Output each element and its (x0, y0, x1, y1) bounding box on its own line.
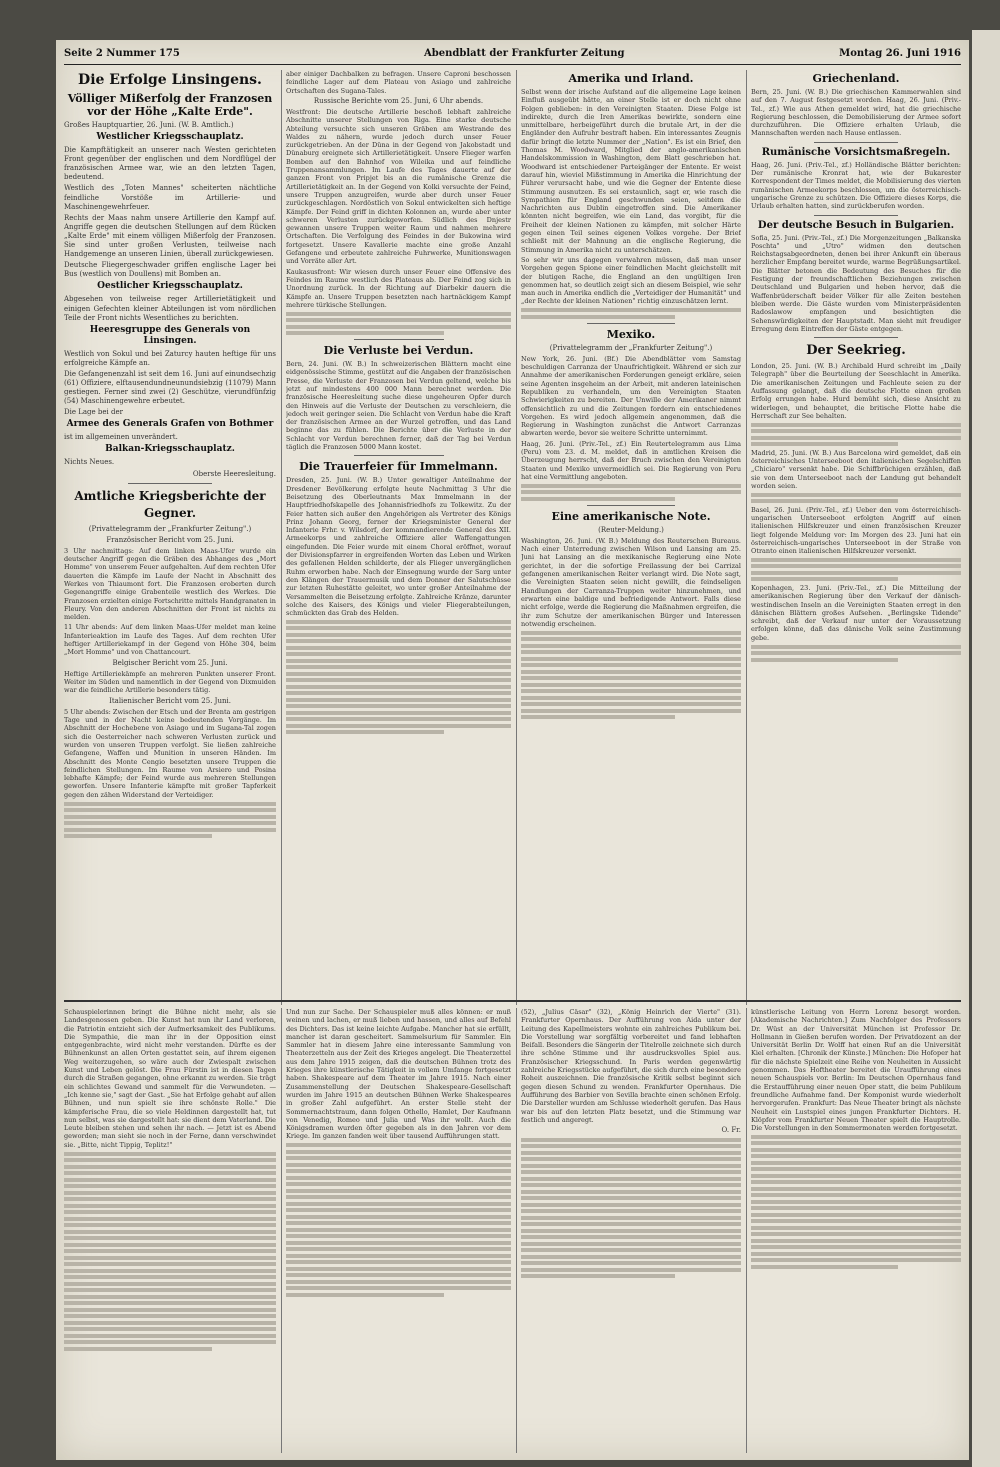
text-line (64, 1295, 276, 1299)
text-line (286, 620, 511, 624)
report-heading: Italienischer Bericht vom 25. Juni. (109, 696, 231, 705)
text-line (64, 821, 276, 825)
text-line (751, 1180, 961, 1184)
paragraph: (52), „Julius Cäsar" (32), „König Heinrich der Vierte" (31). Frankfurter Opernhaus. Der Aufführung von Aida unter der Leitung des Kapellmeisters wohnte ein zahlreiches Publikum bei. Die Vorstellung war sorgfältig vorbereitet und fand lebhaften Beifall. Besonders die Sängerin der Titelrolle zeichnete sich durch ihre schöne Stimme und ihr ausdrucksvolles Spiel aus. Französischer Kriegsschund. In Paris werden gegenwärtig zahlreiche Kriegsstücke aufgeführt, die sich durch eine besondere Roheit auszeichnen. Die französische Kritik selbst beginnt sich gegen diesen Schund zu wenden. Frankfurter Opernhaus. Die Aufführung des Barbier von Sevilla brachte einen schönen Erfolg. Die Darsteller wurden am Schlusse wiederholt gerufen. Das Haus war bis auf den letzten Platz besetzt, und die Stimmung war festlich und angeregt. (521, 1008, 741, 1124)
text-line (286, 626, 511, 630)
section-heading: Armee des Generals Grafen von Bothmer (66, 419, 274, 430)
separator (354, 339, 444, 340)
text-line (751, 1219, 961, 1223)
text-line (64, 808, 276, 812)
paragraph: Die Gefangenenzahl ist seit dem 16. Juni auf einundsechzig (61) Offiziere, elftausendundneunundsiebzig (11079) Mann gestiegen. Ferner sind zwei (2) Geschütze, vierundfünfzig (54) Maschinengewehre erbeutet. (64, 369, 276, 406)
text-line (751, 1258, 961, 1262)
paragraph: 3 Uhr nachmittags: Auf dem linken Maas-Ufer wurde ein deutscher Angriff gegen die Gräben des Abhanges des „Mort Homme" von unserem Feuer aufgehalten. Auf dem rechten Ufer dauerten die Kämpfe im Laufe der Nacht in Abschnitt des Werkes von Thiaumont fort. Die Franzosen eroberten durch Gegenangriffe einige Grabenteile westlich des Werkes. Die Franzosen erzielten einige Fortschritte mittels Handgranaten in Fleury. Von den anderen Abschnitten der Front ist nichts zu melden. (64, 546, 276, 622)
text-line (521, 1164, 741, 1168)
paragraph: Die Kampftätigkeit an unserer nach Westen gerichteten Front gegenüber der englischen und dem Nordflügel der französischen Armee war, wie an den letzten Tagen, bedeutend. (64, 146, 276, 182)
column-divider (746, 1008, 747, 1453)
newspaper-sheet (56, 40, 969, 1460)
article-title: Die Verluste bei Verdun. (323, 344, 474, 358)
text-line (286, 1234, 511, 1238)
text-line (521, 670, 741, 674)
column-divider (281, 70, 282, 1005)
column-divider (516, 70, 517, 1005)
text-line (751, 423, 961, 427)
paragraph: Westlich von Sokul und bei Zaturcy hauten heftige für uns erfolgreiche Kämpfe an. (64, 349, 276, 367)
text-line (286, 1286, 511, 1290)
paragraph: Haag, 26. Juni. (Priv.-Tel., zf.) Holländische Blätter berichten: Der rumänische Kronrat hat, wie der Bukarester Korrespondent der Times meldet, die Mobilisierung des vierten rumänischen Armeekorps beschlossen, um die österreichisch-ungarische Grenze zu schützen. Die Offiziere dieses Korps, die Urlaub erhalten hatten, sind zurückberufen worden. (751, 160, 961, 211)
text-line (64, 834, 212, 838)
column-divider (516, 1008, 517, 1453)
text-line (64, 802, 276, 806)
text-line (521, 1235, 741, 1239)
text-line (751, 1135, 961, 1139)
paragraph: New York, 26. Juni. (Bf.) Die Abendblätter vom Samstag beschuldigen Carranza der Unaufrichtigkeit. Während er sich zur Annahme der amerikanischen Forderungen geneigt erkläre, seien seine Agenten insgeheim an der Arbeit, mit anderen lateinischen Republiken zu verhandeln, um den Vereinigten Staaten Schwierigkeiten zu bereiten. Der Unwille der Amerikaner nimmt offensichtlich zu und die Zeitungen fordern ein entschiedenes Vorgehen. Es wird jedoch allgemein angenommen, daß die Regierung in Washington zunächst die Antwort Carranzas abwarten werde, bevor sie weitere Schritte unternimmt. (521, 354, 741, 438)
text-line (751, 429, 961, 433)
text-line (521, 1170, 741, 1174)
separator (354, 455, 444, 456)
text-line (751, 577, 898, 581)
text-line (286, 331, 444, 335)
text-line (521, 1209, 741, 1213)
text-line (521, 702, 741, 706)
text-line (521, 1274, 675, 1278)
text-line (64, 1249, 276, 1253)
text-line (751, 1226, 961, 1230)
text-line (751, 1167, 961, 1171)
paragraph: Und nun zur Sache. Der Schauspieler muß alles können: er muß weinen und lachen, er muß lieben und hassen, und alles auf Befehl des Dichters. Das ist keine leichte Aufgabe. Mancher hat sie erfüllt, mancher ist daran gescheitert. Sammelsurium für Sammler. Ein Sammler hat in diesem Jahre eine interessante Sammlung von Theaterzetteln aus der Zeit des Krieges angelegt. Die Theaterzettel aus dem Jahre 1915 zeigen, daß die deutschen Bühnen trotz des Krieges ihre künstlerische Tätigkeit in vollem Umfange fortgesetzt haben. Shakespeare auf dem Theater im Jahre 1915. Nach einer Zusammenstellung der Deutschen Shakespeare-Gesellschaft wurden im Jahre 1915 an deutschen Bühnen Werke Shakespeares in großer Zahl aufgeführt. An erster Stelle steht der Sommernachtstraum, dann folgen Othello, Hamlet, Der Kaufmann von Venedig, Romeo und Julia und Was ihr wollt. Auch die Königsdramen wurden öfter gegeben als in den Jahren vor dem Kriege. Im ganzen fanden weit über tausend Aufführungen statt. (286, 1008, 511, 1141)
text-line (521, 315, 675, 319)
report-heading: Französischer Bericht vom 25. Juni. (106, 535, 234, 544)
paragraph: Abgesehen von teilweise reger Artillerietätigkeit und einigen Gefechten kleiner Abteilungen ist vom nördlichen Teile der Front nichts Wesentliches zu berichten. (64, 295, 276, 322)
text-line (64, 1340, 276, 1344)
text-line (751, 1161, 961, 1165)
article-title: Der Seekrieg. (806, 343, 906, 359)
paragraph: Selbst wenn der irische Aufstand auf die allgemeine Lage keinen Einfluß ausgeübt hätte, an einer Stelle ist er doch nicht ohne Folgen geblieben: in den Vereinigten Staaten. Diese Folge ist indirekte, durch die Iren Amerikas bewirkte, sondern eine unmittelbare, herbeigeführt durch die brutale Art, in der die Engländer den Aufruhr bestraft haben. Ein interessantes Zeugnis dafür bringt die letzte Nummer der „Nation". Es ist ein Brief, den Thomas M. Woodward, Mitglied der anglo-amerikanischen Handelskommission in Washington, dem Blatt geschrieben hat. Woodward ist entschiedener Parteigänger der Entente. Er weist darauf hin, wieviel Mißstimmung in Amerika die Hinrichtung der Führer verursacht habe, und wie die Gegner der Entente diese Stimmung ausnutzen. Es sei erstaunlich, sagt er, wie rasch die Sympathien für England geschwunden seien, seitdem die Nachrichten aus Dublin eingetroffen sind. Die Amerikaner könnten nicht begreifen, wie ein Land, das vorgibt, für die Freiheit der kleinen Nationen zu kämpfen, mit solcher Härte gegen einen Teil seines eigenen Volkes vorgehe. Der Brief schließt mit der Mahnung an die englische Regierung, die Stimmung in Amerika nicht zu unterschätzen. (521, 88, 741, 254)
paragraph: Westlich des „Toten Mannes" scheiterten nächtliche feindliche Vorstöße im Artillerie- und Maschinengewehrfeuer. (64, 184, 276, 211)
text-line (286, 652, 511, 656)
paragraph: ist im allgemeinen unverändert. (64, 433, 178, 442)
text-line (286, 685, 511, 689)
section-heading: Balkan-Kriegsschauplatz. (105, 444, 235, 455)
text-line (521, 1216, 741, 1220)
report-heading: Belgischer Bericht vom 25. Juni. (112, 658, 228, 667)
text-line (286, 698, 511, 702)
text-line (521, 631, 741, 635)
signature: O. Fr. (721, 1126, 741, 1135)
text-line (286, 1182, 511, 1186)
text-line (64, 1288, 276, 1292)
text-line (64, 815, 276, 819)
text-line (64, 1321, 276, 1325)
article-title: Eine amerikanische Note. (551, 509, 711, 523)
article-title: Amerika und Irland. (568, 72, 694, 85)
text-line (521, 663, 741, 667)
text-line (64, 1262, 276, 1266)
newspaper-title: Abendblatt der Frankfurter Zeitung (424, 48, 625, 59)
text-line (64, 1282, 276, 1286)
text-line (286, 672, 511, 676)
text-line (521, 657, 741, 661)
adjacent-page-edge (972, 30, 1000, 1467)
text-line (521, 696, 741, 700)
text-line (64, 1314, 276, 1318)
text-line (751, 499, 898, 503)
text-line (286, 1150, 511, 1154)
text-line (286, 1156, 511, 1160)
text-line (521, 490, 741, 494)
separator (814, 215, 898, 216)
text-line (286, 1293, 444, 1297)
text-line (286, 1228, 511, 1232)
text-line (521, 1222, 741, 1226)
article-title: Der deutsche Besuch in Bulgarien. (757, 219, 955, 231)
paragraph: Schauspielerinnen bringt die Bühne nicht mehr, als sie Landesgenossen geben. Die Kunst hat nun ihr Land verloren, die Patriotin entzieht sich der Aufmerksamkeit des Publikums. Die Sympathie, die man ihr in der Opposition einst entgegenbrachte, wird nicht mehr verstanden. Dürfte es der Bühnenkunst an allen Orten gestattet sein, auf ihrem eigenen Weg weiterzugehen, so wäre auch der Zwiespalt zwischen Kunst und Leben gelöst. Die Frau Fürstin ist in diesen Tagen durch die Straßen gegangen, ohne erkannt zu werden. Sie trägt ein schlichtes Gewand und sammelt für die Verwundeten. — „Ich kenne sie," sagt der Gast. „Sie hat Erfolge gehabt auf allen Bühnen, und nun spielt sie ihre schönste Rolle." Die kämpferische Frau, die so viele Heldinnen dargestellt hat, tut nun selbst, was sie dargestellt hat: sie dient dem Vaterland. Die Leute bleiben stehen und sehen ihr nach. — Jetzt ist es Abend geworden; man sieht sie noch in der Ferne, dann verschwindet sie. „Bitte, nicht Tippig, Teplitz!" (64, 1008, 276, 1149)
text-line (64, 1230, 276, 1234)
text-line (286, 639, 511, 643)
text-line (286, 665, 511, 669)
text-line (64, 1243, 276, 1247)
text-line (286, 1195, 511, 1199)
text-line (286, 1241, 511, 1245)
text-line (286, 1273, 511, 1277)
text-line (751, 651, 961, 655)
dateline: Großes Hauptquartier, 26. Juni. (W. B. Amtlich.) (64, 121, 234, 129)
text-line (751, 1239, 961, 1243)
text-line (521, 1268, 741, 1272)
text-line (521, 644, 741, 648)
text-line (286, 1215, 511, 1219)
paragraph: Die Lage bei der (64, 408, 123, 417)
text-line (521, 709, 741, 713)
text-line (64, 1347, 212, 1351)
text-line (751, 493, 961, 497)
text-line (286, 1208, 511, 1212)
paragraph: Dresden, 25. Juni. (W. B.) Unter gewaltiger Anteilnahme der Dresdener Bevölkerung erfolgte heute Nachmittag 3 Uhr die Beisetzung des Oberleutnants Max Immelmann in der Hauptfriedhofskapelle des Johannisfriedhofs zu Tolkewitz. Zu der Feier hatten sich außer den Angehörigen als Vertreter des Königs Prinz Johann Georg, ferner der Kriegsminister General der Infanterie Frhr. v. Wilsdorf, der kommandierende General des XII. Armeekorps und zahlreiche Offiziere aller Waffengattungen eingefunden. Die Feier wurde mit einem Choral eröffnet, worauf der Divisionspfarrer in ergreifenden Worten das Leben und Wirken des gefallenen Helden schilderte, der als Flieger unvergänglichen Ruhm erworben habe. Nach der Einsegnung wurde der Sarg unter den Klängen der Trauermusik und dem Donner der Salutschüsse zur letzten Ruhestätte geleitet, wo unter großer Anteilnahme der Versammelten die Beisetzung erfolgte. Zahlreiche Kränze, darunter solche des Kaisers, des Königs und vieler Fliegerabteilungen, schmückten das Grab des Helden. (286, 476, 511, 618)
text-line (751, 1141, 961, 1145)
text-line (286, 646, 511, 650)
paragraph: aber einiger Dachbalken zu befragen. Unsere Caproni beschossen feindliche Lager auf dem Plateau von Asiago und zahlreiche Ortschaften des Sugana-Tales. (286, 70, 511, 95)
text-line (751, 1148, 961, 1152)
text-line (521, 1157, 741, 1161)
text-line (64, 1301, 276, 1305)
text-line (521, 1183, 741, 1187)
paragraph: So sehr wir uns dagegen verwahren müssen, daß man unser Vorgehen gegen Spione einer feindlichen Macht gleichstellt mit der blutigen Rache, die England an den ungültigen Iren genommen hat, so deutlich zeigt sich an diesem Beispiel, wie sehr man auch in Amerika endlich die „Verteidiger der Humanität" und „der Rechte der kleinen Nationen" richtig einzuschätzen lernt. (521, 255, 741, 306)
text-line (751, 1193, 961, 1197)
separator (814, 142, 898, 143)
article-title: Die Erfolge Linsingens. (78, 72, 262, 88)
column-divider (281, 1008, 282, 1453)
text-line (286, 724, 511, 728)
feuilleton-column-1 (64, 1008, 276, 1453)
text-line (64, 1165, 276, 1169)
feuilleton-column-4 (751, 1008, 961, 1453)
paragraph: Deutsche Fliegergeschwader griffen englische Lager bei Bus (westlich von Doullens) mit Bomben an. (64, 261, 276, 279)
separator (814, 337, 898, 338)
text-line (521, 676, 741, 680)
page-header (64, 46, 961, 65)
feuilleton-rule (64, 1000, 961, 1002)
source-note: (Reuter-Meldung.) (598, 525, 664, 534)
text-line (286, 1143, 511, 1147)
text-line (751, 1265, 898, 1269)
source-note: (Privattelegramm der „Frankfurter Zeitung".) (88, 524, 252, 533)
text-line (286, 1247, 511, 1251)
column-divider (746, 70, 747, 1005)
text-line (521, 650, 741, 654)
text-line (751, 571, 961, 575)
text-line (751, 1174, 961, 1178)
text-line (751, 442, 898, 446)
text-line (286, 1221, 511, 1225)
paragraph: Heftige Artilleriekämpfe an mehreren Punkten unserer Front. Weiter im Süden und namentlich in der Gegend von Dixmuiden war die feindliche Artillerie besonders tätig. (64, 669, 276, 695)
column-2 (286, 70, 511, 1000)
paragraph: 5 Uhr abends: Zwischen der Etsch und der Brenta am gestrigen Tage und in der Nacht keine bedeutenden Vorgänge. Im Abschnitt der Hochebene von Asiago und im Sugana-Tal zogen sich die Oesterreicher nach schweren Verlusten zurück und wurden von unseren Truppen verfolgt. Sie ließen zahlreiche Gefangene, Waffen und Munition in unseren Händen. Im Abschnitt des Monte Cengio besetzten unsere Truppen die feindlichen Stellungen. Im Raume von Arsiero und Posina lebhafte Kämpfe; der Feind wurde aus mehreren Stellungen geworfen. Unsere Infanterie kämpfte mit großer Tapferkeit gegen den zähen Widerstand der Verteidiger. (64, 707, 276, 799)
article-title: Rumänische Vorsichtsmaßregeln. (761, 146, 951, 158)
text-line (64, 828, 276, 832)
paragraph: künstlerische Leitung von Herrn Lorenz besorgt worden. [Akademische Nachrichten.] Zum Nachfolger des Professors Dr. Wüst an der Universität München ist Professor Dr. Hollmann in Gießen berufen worden. Der Privatdozent an der Universität Berlin Dr. Wolff hat einen Ruf an die Universität Kiel erhalten. [Chronik der Künste.] München: Die Hofoper hat für die nächste Spielzeit eine Reihe von Neuheiten in Aussicht genommen. Das Hoftheater bereitet die Uraufführung eines neuen Schauspiels vor. Berlin: Im Deutschen Opernhaus fand die Erstaufführung einer neuen Oper statt, die beim Publikum freundliche Aufnahme fand. Der Komponist wurde wiederholt hervorgerufen. Frankfurt: Das Neue Theater bringt als nächste Neuheit ein Lustspiel eines jungen Frankfurter Dichters. H. Klöpfer vom Frankfurter Neuen Theater spielt die Hauptrolle. Die Vorstellungen in den Sommermonaten werden fortgesetzt. (751, 1008, 961, 1133)
column-1 (64, 70, 276, 1000)
paragraph: Madrid, 25. Juni. (W. B.) Aus Barcelona wird gemeldet, daß ein österreichisches Unterseeboot den italienischen Segelschiffen „Chiciaro" versenkt habe. Die Schiffbrüchigen erzählen, daß sie von dem Unterseeboot nach der Landung gut behandelt worden seien. (751, 448, 961, 490)
text-line (751, 1213, 961, 1217)
text-line (521, 1190, 741, 1194)
section-heading: Heeresgruppe des Generals von Linsingen. (89, 324, 251, 346)
text-line (286, 659, 511, 663)
article-title: Griechenland. (812, 72, 900, 85)
section-heading: Westlicher Kriegsschauplatz. (96, 132, 244, 143)
text-line (286, 633, 511, 637)
text-line (521, 1151, 741, 1155)
text-line (521, 1138, 741, 1142)
text-line (286, 1280, 511, 1284)
text-line (64, 1217, 276, 1221)
paragraph: Westfront: Die deutsche Artillerie beschoß lebhaft zahlreiche Abschnitte unserer Stellungen von Riga. Eine starke deutsche Abteilung versuchte sich unseren Gräben am Westrande des Waldes zu nähern, wurde jedoch durch unser Feuer zurückgetrieben. An der Düna in der Gegend von Jakobstadt und Dünaburg ereignete sich Artillerietätigkeit. Unsere Flieger warfen Bomben auf den Bahnhof von Wileika und auf feindliche Truppenansammlungen. Im Laufe des Tages dauerte auf der ganzen Front von Pripjet bis an die rumänische Grenze die Artillerietätigkeit an. In der Gegend von Kolki versuchte der Feind, unsere Truppen anzugreifen, wurde aber durch unser Feuer zurückgeschlagen. Nordöstlich von Sokul entwickelten sich heftige Kämpfe. Der Feind griff in dichten Kolonnen an, wurde aber unter schweren Verlusten zurückgeworfen. Südlich des Dnjestr gewannen unsere Truppen weiter Raum und nahmen mehrere Ortschaften. Die Verfolgung des Feindes in der Bukowina wird fortgesetzt. Unsere Kavallerie machte eine große Anzahl Gefangene und erbeutete zahlreiche Fuhrwerke, Munitionswagen und Vorräte aller Art. (286, 107, 511, 266)
text-line (751, 1232, 961, 1236)
paragraph: Kopenhagen, 23. Juni. (Priv.-Tel., zf.) Die Mitteilung der amerikanischen Regierung über den Verkauf der dänisch-westindischen Inseln an die Vereinigten Staaten erregt in den dänischen Blättern großes Aufsehen. „Berlingske Tidende" schreibt, daß der Verkauf nur unter der Voraussetzung erfolgen könne, daß das dänische Volk seine Zustimmung gebe. (751, 583, 961, 642)
section-heading: Oestlicher Kriegsschauplatz. (97, 281, 243, 292)
text-line (286, 1189, 511, 1193)
feuilleton-column-3 (521, 1008, 741, 1453)
text-line (521, 715, 675, 719)
text-line (521, 1144, 741, 1148)
column-4 (751, 70, 961, 1000)
source-note: (Privattelegramm der „Frankfurter Zeitung".) (549, 343, 713, 352)
text-line (286, 711, 511, 715)
text-line (64, 1171, 276, 1175)
text-line (286, 1202, 511, 1206)
text-line (64, 1223, 276, 1227)
text-line (521, 1242, 741, 1246)
text-line (64, 1152, 276, 1156)
text-line (751, 1206, 961, 1210)
paragraph: Kaukasusfront: Wir wiesen durch unser Feuer eine Offensive des Feindes im Raume westlich des Plateaus ab. Der Feind zog sich in Unordnung zurück. In der Richtung auf Diarbekir dauern die Kämpfe an. Unsere Truppen besetzten nach hartnäckigem Kampf mehrere türkische Stellungen. (286, 267, 511, 309)
text-line (286, 691, 511, 695)
text-line (286, 678, 511, 682)
text-line (286, 704, 511, 708)
text-line (751, 658, 898, 662)
text-line (286, 1254, 511, 1258)
paragraph: Washington, 26. Juni. (W. B.) Meldung des Reuterschen Bureaus. Nach einer Unterredung zwischen Wilson und Lansing am 25. Juni hat Lansing an die mexikanische Regierung eine Note gerichtet, in der die sofortige Freilassung der bei Carrizal gefangenen amerikanischen Reiter verlangt wird. Die Note sagt, die Vereinigten Staaten seien nicht gewillt, die feindseligen Handlungen der Carranza-Truppen weiter hinzunehmen, und erwarten eine baldige und befriedigende Antwort. Falls diese nicht erfolge, werde die Regierung die Maßnahmen ergreifen, die ihr zum Schutze der amerikanischen Bürger und Interessen notwendig erscheinen. (521, 536, 741, 628)
paragraph: Sofia, 25. Juni. (Priv.-Tel., zf.) Die Morgenzeitungen „Balkanska Poschta" und „Utro" widmen den deutschen Reichstagsabgeordneten, denen bei ihrer Ankunft ein überaus herzlicher Empfang bereitet wurde, warme Begrüßungsartikel. Die Blätter betonen die Bedeutung des Besuches für die Festigung der freundschaftlichen Beziehungen zwischen Deutschland und Bulgarien und heben hervor, daß die Waffenbrüderschaft beider Völker für alle Zeiten bestehen bleiben werde. Die Gäste wurden vom Ministerpräsidenten Radoslawow empfangen und besichtigten die Sehenswürdigkeiten der Hauptstadt. Man sieht mit freudiger Erregung dem Eintreffen der Gäste entgegen. (751, 233, 961, 333)
text-line (286, 1260, 511, 1264)
text-line (521, 689, 741, 693)
text-line (64, 1269, 276, 1273)
text-line (521, 1177, 741, 1181)
text-line (751, 1200, 961, 1204)
separator (587, 323, 675, 324)
separator (587, 505, 675, 506)
paragraph: London, 25. Juni. (W. B.) Archibald Hurd schreibt im „Daily Telegraph" über die Beurteilung der Seeschlacht in Amerika. Die amerikanischen Zeitungen und Fachleute seien zu der Auffassung gelangt, daß die deutsche Flotte einen großen Erfolg errungen habe. Hurd bemüht sich, diese Ansicht zu widerlegen, und behauptet, die britische Flotte habe die Herrschaft zur See behalten. (751, 362, 961, 420)
text-line (521, 1203, 741, 1207)
text-line (286, 325, 511, 329)
paragraph: Nichts Neues. (64, 458, 115, 467)
signature: Oberste Heeresleitung. (192, 469, 276, 478)
paragraph: Bern, 24. Juni. (W. B.) In schweizerischen Blättern macht eine eidgenössische Stimme, gestützt auf die Angaben der französischen Presse, die Verluste der Franzosen bei Verdun geltend, welche bis jetzt auf mindestens 400 000 Mann berechnet werden. Die französische Heeresleitung suche diese ungeheuren Opfer durch den Hinweis auf die Verluste der Deutschen zu verschleiern, die jedoch weit geringer seien. Die Schlacht von Verdun habe die Kraft der französischen Armee an der Wurzel getroffen, und das Land beginne das zu fühlen. Die Berichte über die Verluste in der Schlacht vor Verdun berechnen ferner, daß der Tag bei Verdun täglich die Franzosen 5000 Mann kostet. (286, 360, 511, 452)
text-line (64, 1327, 276, 1331)
text-line (521, 1248, 741, 1252)
article-subtitle: Völliger Mißerfolg der Franzosen vor der Höhe „Kalte Erde". (67, 92, 273, 118)
column-3 (521, 70, 741, 1000)
text-line (521, 1255, 741, 1259)
text-line (64, 1191, 276, 1195)
text-line (751, 1154, 961, 1158)
separator (128, 483, 213, 484)
text-line (521, 1229, 741, 1233)
text-line (64, 1158, 276, 1162)
text-line (286, 312, 511, 316)
text-line (521, 497, 675, 501)
text-line (64, 1236, 276, 1240)
text-line (64, 1334, 276, 1338)
text-line (521, 637, 741, 641)
text-line (521, 1196, 741, 1200)
text-line (286, 730, 444, 734)
text-line (64, 1210, 276, 1214)
text-line (521, 308, 741, 312)
paragraph: Bern, 25. Juni. (W. B.) Die griechischen Kammerwahlen sind auf den 7. August festgesetzt worden. Haag, 26. Juni. (Priv.-Tel., zf.) Wie aus Athen gemeldet wird, hat die griechische Regierung beschlossen, die Demobilisierung der Armee sofort durchzuführen. Die Offiziere erhalten Urlaub, die Mannschaften werden nach Hause entlassen. (751, 88, 961, 138)
text-line (521, 484, 741, 488)
article-title: Mexiko. (606, 327, 656, 341)
text-line (64, 1178, 276, 1182)
text-line (286, 1163, 511, 1167)
text-line (286, 1267, 511, 1271)
text-line (521, 1261, 741, 1265)
text-line (64, 1256, 276, 1260)
paragraph: Basel, 26. Juni. (Priv.-Tel., zf.) Ueber den vom österreichisch-ungarischen Unterseeboot erfolgten Angriff auf einen italienischen Hilfskreuzer und einen französischen Kreuzer liegt folgende Meldung vor: Im Morgen des 23. Juni hat ein österreichisch-ungarisches Unterseeboot in der Straße von Otranto einen italienischen Hilfskreuzer versenkt. (751, 505, 961, 556)
text-line (64, 1204, 276, 1208)
text-line (286, 318, 511, 322)
text-line (751, 1245, 961, 1249)
article-title: Amtliche Kriegsberichte der Gegner. (74, 488, 266, 520)
text-line (286, 717, 511, 721)
text-line (751, 1252, 961, 1256)
text-line (751, 558, 961, 562)
text-line (751, 645, 961, 649)
text-line (521, 683, 741, 687)
paragraph: 11 Uhr abends: Auf dem linken Maas-Ufer meldet man keine Infanterieaktion im Laufe des Tages. Auf dem rechten Ufer heftiger Artilleriekampf in der Gegend von Höhe 304, beim „Mort Homme" und von Chattancourt. (64, 623, 276, 657)
text-line (286, 1169, 511, 1173)
text-line (751, 564, 961, 568)
issue-date: Montag 26. Juni 1916 (839, 48, 961, 59)
feuilleton-column-2 (286, 1008, 511, 1453)
page-number: Seite 2 Nummer 175 (64, 48, 180, 59)
text-line (64, 1308, 276, 1312)
text-line (751, 436, 961, 440)
text-line (64, 1197, 276, 1201)
text-line (751, 1187, 961, 1191)
text-line (64, 1184, 276, 1188)
paragraph: Rechts der Maas nahm unsere Artillerie den Kampf auf. Angriffe gegen die deutschen Stellungen auf dem Rücken „Kalte Erde" mit einem völligen Mißerfolg der Franzosen. Sie sind unter großen Verlusten, teilweise nach Handgemenge an unseren Linien, überall zurückgewiesen. (64, 213, 276, 259)
text-line (64, 1275, 276, 1279)
article-title: Die Trauerfeier für Immelmann. (299, 460, 498, 474)
report-heading: Russische Berichte vom 25. Juni, 6 Uhr abends. (313, 96, 484, 105)
text-line (286, 1176, 511, 1180)
paragraph: Haag, 26. Juni. (Priv.-Tel., zf.) Ein Reutertelegramm aus Lima (Peru) vom 23. d. M. meldet, daß in amtlichen Kreisen die Überzeugung herrscht, daß der Bruch zwischen den Vereinigten Staaten und Mexiko unvermeidlich sei. Die Regierung von Peru hat eine Vermittlung angeboten. (521, 439, 741, 481)
